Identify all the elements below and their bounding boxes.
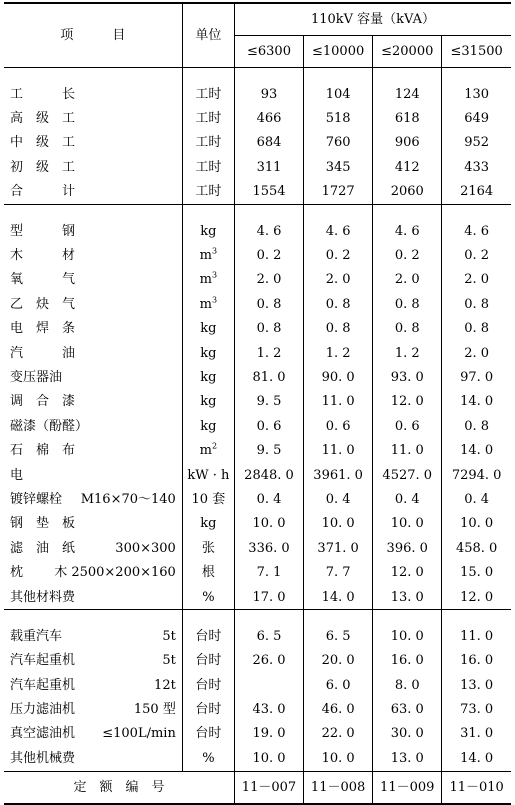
value-cell: 649 (442, 106, 511, 130)
table-row (4, 624, 511, 648)
unit-text: kg (200, 418, 217, 434)
item-name-cell (4, 624, 182, 648)
value-cell: 10. 0 (304, 512, 373, 536)
value-cell: 31. 0 (442, 722, 511, 746)
item-name: 电 焊 条 (10, 321, 76, 337)
item-name: 木 材 (10, 248, 76, 264)
item-name-cell (4, 317, 182, 341)
value-cell: 4. 6 (373, 219, 442, 243)
table-row (4, 219, 511, 243)
table-row (4, 390, 511, 414)
value-cell: 90. 0 (304, 365, 373, 389)
value-cell: 2. 0 (442, 268, 511, 292)
value-cell: 9. 5 (234, 438, 303, 462)
table-row (4, 487, 511, 511)
value-cell: 466 (234, 106, 303, 130)
value-cell: 15. 0 (442, 560, 511, 584)
item-name-cell (4, 268, 182, 292)
value-cell: 311 (234, 155, 303, 179)
value-cell: 16. 0 (442, 649, 511, 673)
item-header: 项 目 (4, 3, 182, 68)
value-cell: 63. 0 (373, 697, 442, 721)
table-body (4, 68, 511, 804)
value-cell: 0. 2 (373, 243, 442, 267)
item-spec: M16×70～140 (80, 491, 176, 507)
unit-cell (182, 463, 234, 487)
value-cell: 760 (304, 131, 373, 155)
table-row (4, 106, 511, 130)
unit-cell (182, 487, 234, 511)
unit-cell (182, 292, 234, 316)
capacity-column-header: ≤6300 (234, 36, 303, 68)
value-cell: 14. 0 (304, 585, 373, 610)
unit-cell (182, 624, 234, 648)
item-name-cell (4, 746, 182, 771)
item-spec: 5t (162, 653, 176, 669)
unit-cell (182, 268, 234, 292)
section-spacer (4, 68, 511, 83)
table-row (4, 560, 511, 584)
item-name: 钢 垫 板 (10, 516, 76, 532)
value-cell: 0. 6 (373, 414, 442, 438)
table-row (4, 155, 511, 179)
item-name: 型 钢 (10, 223, 76, 239)
unit-cell (182, 649, 234, 673)
item-name: 调 合 漆 (10, 394, 76, 410)
unit-cell (182, 106, 234, 130)
table-row (4, 673, 511, 697)
value-cell: 0. 8 (304, 317, 373, 341)
item-name-cell (4, 106, 182, 130)
unit-text: kg (200, 516, 217, 532)
table-row (4, 243, 511, 267)
unit-cell (182, 390, 234, 414)
unit-cell (182, 365, 234, 389)
table-row (4, 512, 511, 536)
item-name: 石 棉 布 (10, 443, 76, 459)
table-row (4, 697, 511, 721)
capacity-column-header: ≤10000 (304, 36, 373, 68)
unit-cell (182, 512, 234, 536)
unit-text: kg (200, 369, 217, 385)
value-cell: 6. 5 (234, 624, 303, 648)
unit-cell (182, 243, 234, 267)
table-row (4, 438, 511, 462)
value-cell: 0. 8 (373, 317, 442, 341)
table-row (4, 341, 511, 365)
value-cell: 0. 6 (234, 414, 303, 438)
item-name: 高 级 工 (10, 111, 76, 127)
value-cell: 0. 4 (442, 487, 511, 511)
value-cell: 7. 7 (304, 560, 373, 584)
item-name-cell (4, 219, 182, 243)
value-cell: 433 (442, 155, 511, 179)
value-cell: 0. 6 (304, 414, 373, 438)
value-cell: 22. 0 (304, 722, 373, 746)
item-name-cell (4, 414, 182, 438)
item-name-cell (4, 155, 182, 179)
item-name: 乙 炔 气 (10, 296, 76, 312)
unit-text: 台时 (195, 653, 222, 669)
item-name: 工 长 (10, 86, 76, 102)
item-name-cell (4, 243, 182, 267)
unit-text: 张 (201, 540, 215, 556)
value-cell: 618 (373, 106, 442, 130)
value-cell: 104 (304, 82, 373, 106)
value-cell: 2. 0 (234, 268, 303, 292)
quota-document (4, 2, 511, 805)
capacity-column-header: ≤20000 (373, 36, 442, 68)
unit-text: % (202, 750, 215, 766)
item-spec: 5t (162, 628, 176, 644)
unit-header: 单位 (182, 3, 234, 68)
section-spacer (4, 204, 511, 219)
unit-superscript: 3 (211, 246, 218, 256)
item-name: 滤 油 纸 (10, 540, 76, 556)
value-cell: 906 (373, 131, 442, 155)
value-cell: 2. 0 (442, 341, 511, 365)
value-cell: 4527. 0 (373, 463, 442, 487)
table-row (4, 585, 511, 610)
item-name-cell (4, 649, 182, 673)
value-cell: 11. 0 (373, 438, 442, 462)
value-cell: 14. 0 (442, 438, 511, 462)
value-cell: 518 (304, 106, 373, 130)
item-name-cell (4, 463, 182, 487)
value-cell: 81. 0 (234, 365, 303, 389)
value-cell: 11. 0 (304, 390, 373, 414)
item-name-cell (4, 673, 182, 697)
unit-text: 10 套 (191, 491, 226, 507)
quota-table (4, 2, 511, 805)
item-name: 磁漆（酚醛） (10, 418, 89, 434)
item-name: 载重汽车 (10, 628, 63, 644)
value-cell: 43. 0 (234, 697, 303, 721)
value-cell: 73. 0 (442, 697, 511, 721)
item-name: 压力滤油机 (10, 702, 76, 718)
unit-cell (182, 82, 234, 106)
value-cell: 952 (442, 131, 511, 155)
item-name-cell (4, 487, 182, 511)
unit-text: 工时 (195, 184, 222, 200)
value-cell: 10. 0 (304, 746, 373, 771)
section-spacer (4, 610, 511, 625)
unit-cell (182, 697, 234, 721)
value-cell: 14. 0 (442, 390, 511, 414)
value-cell: 16. 0 (373, 649, 442, 673)
value-cell: 10. 0 (373, 512, 442, 536)
item-name: 枕 (10, 565, 24, 581)
value-cell: 0. 8 (304, 292, 373, 316)
capacity-header: 110kV 容量（kVA） (234, 3, 511, 36)
value-cell: 13. 0 (442, 673, 511, 697)
value-cell: 2060 (373, 180, 442, 205)
value-cell: 0. 8 (442, 292, 511, 316)
value-cell: 10. 0 (234, 746, 303, 771)
unit-cell (182, 560, 234, 584)
value-cell: 1727 (304, 180, 373, 205)
item-name-cell (4, 82, 182, 106)
unit-text: m (199, 272, 212, 288)
value-cell: 12. 0 (373, 560, 442, 584)
value-cell: 6. 0 (304, 673, 373, 697)
item-name-cell (4, 341, 182, 365)
item-name-cell (4, 292, 182, 316)
value-cell: 0. 8 (373, 292, 442, 316)
table-row (4, 131, 511, 155)
value-cell: 371. 0 (304, 536, 373, 560)
value-cell: 26. 0 (234, 649, 303, 673)
value-cell: 336. 0 (234, 536, 303, 560)
value-cell: 8. 0 (373, 673, 442, 697)
item-name-cell (4, 438, 182, 462)
value-cell: 0. 4 (373, 487, 442, 511)
table-row (4, 292, 511, 316)
value-cell: 1554 (234, 180, 303, 205)
item-name: 氧 气 (10, 272, 76, 288)
value-cell: 1. 2 (304, 341, 373, 365)
table-row (4, 722, 511, 746)
value-cell: 396. 0 (373, 536, 442, 560)
unit-text: m (199, 296, 212, 312)
value-cell: 2848. 0 (234, 463, 303, 487)
item-spec: 12t (154, 677, 176, 693)
unit-text: m (199, 443, 212, 459)
value-cell: 93 (234, 82, 303, 106)
unit-cell (182, 341, 234, 365)
unit-cell (182, 746, 234, 771)
value-cell: 412 (373, 155, 442, 179)
item-name: 汽车起重机 (10, 653, 76, 669)
value-cell: 10. 0 (234, 512, 303, 536)
unit-text: kg (200, 394, 217, 410)
value-cell (234, 673, 303, 697)
unit-text: 台时 (195, 726, 222, 742)
value-cell: 6. 5 (304, 624, 373, 648)
item-spec: ≤100L/min (102, 726, 176, 742)
table-header (4, 3, 511, 68)
item-name-cell (4, 512, 182, 536)
value-cell: 0. 8 (234, 292, 303, 316)
item-name-cell (4, 697, 182, 721)
item-name-cell (4, 131, 182, 155)
table-row (4, 463, 511, 487)
value-cell: 130 (442, 82, 511, 106)
value-cell: 2. 0 (304, 268, 373, 292)
value-cell: 0. 4 (304, 487, 373, 511)
value-cell: 19. 0 (234, 722, 303, 746)
value-cell: 30. 0 (373, 722, 442, 746)
value-cell: 458. 0 (442, 536, 511, 560)
unit-cell (182, 131, 234, 155)
quota-code: 11－010 (442, 771, 511, 804)
value-cell: 0. 8 (234, 317, 303, 341)
value-cell: 9. 5 (234, 390, 303, 414)
value-cell: 4. 6 (234, 219, 303, 243)
item-name: 镀锌螺栓 (10, 491, 63, 507)
value-cell: 345 (304, 155, 373, 179)
item-name: 其他材料费 (10, 589, 76, 605)
value-cell: 10. 0 (373, 624, 442, 648)
item-name: 电 (10, 467, 24, 483)
value-cell: 10. 0 (442, 512, 511, 536)
unit-text: 工时 (195, 86, 222, 102)
unit-cell (182, 155, 234, 179)
item-name-cell (4, 536, 182, 560)
quota-number-row (4, 771, 511, 804)
value-cell: 46. 0 (304, 697, 373, 721)
unit-cell (182, 585, 234, 610)
value-cell: 1. 2 (234, 341, 303, 365)
unit-cell (182, 414, 234, 438)
unit-text: 台时 (195, 702, 222, 718)
table-row (4, 746, 511, 771)
value-cell: 0. 4 (234, 487, 303, 511)
item-name: 初 级 工 (10, 159, 76, 175)
unit-text: % (202, 589, 215, 605)
quota-code: 11－008 (304, 771, 373, 804)
item-name-cell (4, 560, 182, 584)
value-cell: 0. 2 (304, 243, 373, 267)
quota-number-label: 定 额 编 号 (4, 771, 234, 804)
value-cell: 13. 0 (373, 585, 442, 610)
unit-text: 工时 (195, 111, 222, 127)
unit-text: 工时 (195, 159, 222, 175)
value-cell: 93. 0 (373, 365, 442, 389)
table-row (4, 414, 511, 438)
value-cell: 13. 0 (373, 746, 442, 771)
unit-cell (182, 219, 234, 243)
item-name-cell (4, 585, 182, 610)
unit-cell (182, 438, 234, 462)
value-cell: 2164 (442, 180, 511, 205)
value-cell: 20. 0 (304, 649, 373, 673)
item-spec: 300×300 (115, 540, 176, 556)
unit-cell (182, 317, 234, 341)
value-cell: 7. 1 (234, 560, 303, 584)
item-name: 真空滤油机 (10, 726, 76, 742)
item-spec: 150 型 (133, 702, 176, 718)
capacity-column-header: ≤31500 (442, 36, 511, 68)
unit-text: m (199, 248, 212, 264)
value-cell: 2. 0 (373, 268, 442, 292)
table-row (4, 365, 511, 389)
item-name-cell (4, 390, 182, 414)
item-name: 其他机械费 (10, 750, 76, 766)
unit-text: kg (200, 321, 217, 337)
item-name: 汽车起重机 (10, 677, 76, 693)
unit-text: kW · h (187, 467, 230, 483)
unit-text: 根 (201, 565, 215, 581)
value-cell: 11. 0 (442, 624, 511, 648)
value-cell: 12. 0 (373, 390, 442, 414)
item-spec: 木 2500×200×160 (54, 565, 176, 581)
unit-text: 台时 (195, 677, 222, 693)
value-cell: 1. 2 (373, 341, 442, 365)
table-row (4, 536, 511, 560)
value-cell: 7294. 0 (442, 463, 511, 487)
value-cell: 4. 6 (304, 219, 373, 243)
unit-cell (182, 536, 234, 560)
unit-text: 工时 (195, 135, 222, 151)
value-cell: 97. 0 (442, 365, 511, 389)
unit-superscript: 3 (211, 271, 218, 281)
unit-cell (182, 722, 234, 746)
unit-cell (182, 180, 234, 205)
unit-text: kg (200, 345, 217, 361)
value-cell: 3961. 0 (304, 463, 373, 487)
value-cell: 0. 2 (234, 243, 303, 267)
value-cell: 11. 0 (304, 438, 373, 462)
unit-superscript: 2 (211, 441, 218, 451)
table-row (4, 82, 511, 106)
value-cell: 14. 0 (442, 746, 511, 771)
table-row (4, 268, 511, 292)
item-name: 变压器油 (10, 369, 63, 385)
value-cell: 0. 8 (442, 414, 511, 438)
unit-superscript: 3 (211, 295, 218, 305)
item-name: 合 计 (10, 184, 76, 200)
value-cell: 12. 0 (442, 585, 511, 610)
item-name-cell (4, 365, 182, 389)
value-cell: 124 (373, 82, 442, 106)
quota-code: 11－007 (234, 771, 303, 804)
quota-code: 11－009 (373, 771, 442, 804)
value-cell: 684 (234, 131, 303, 155)
unit-text: 台时 (195, 628, 222, 644)
unit-cell (182, 673, 234, 697)
value-cell: 0. 8 (442, 317, 511, 341)
item-name: 中 级 工 (10, 135, 76, 151)
item-name: 汽 油 (10, 345, 76, 361)
value-cell: 17. 0 (234, 585, 303, 610)
item-name-cell (4, 722, 182, 746)
table-row (4, 649, 511, 673)
value-cell: 0. 2 (442, 243, 511, 267)
value-cell: 4. 6 (442, 219, 511, 243)
item-name-cell (4, 180, 182, 205)
table-row (4, 180, 511, 205)
table-row (4, 317, 511, 341)
unit-text: kg (200, 223, 217, 239)
